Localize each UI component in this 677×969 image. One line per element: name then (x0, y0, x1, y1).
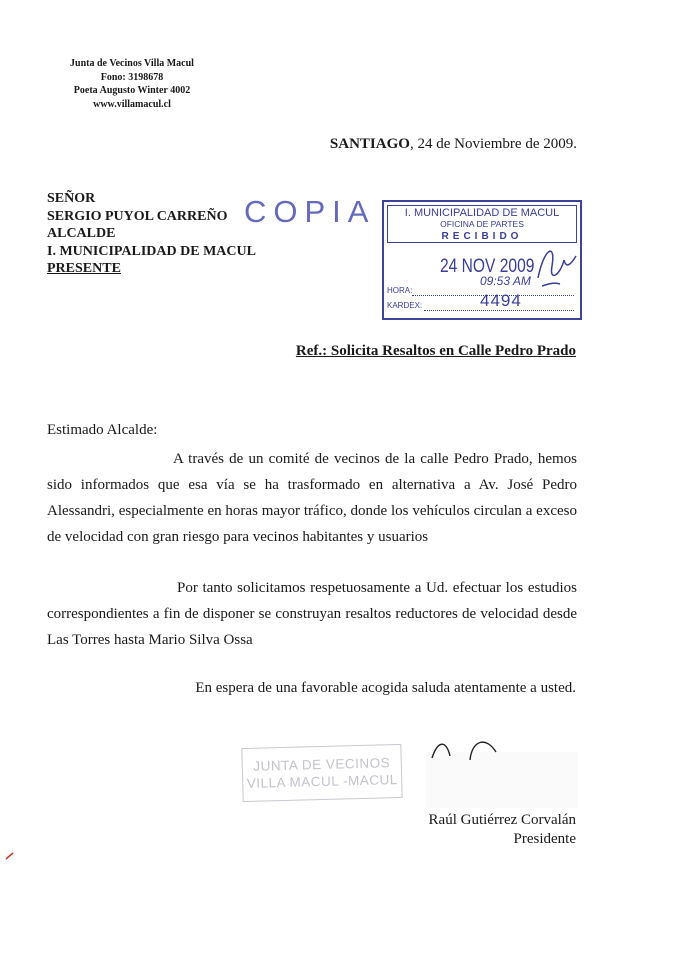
paragraph-2 (47, 575, 577, 653)
signer-name: Raúl Gutiérrez Corvalán (428, 812, 576, 828)
stamp-hora-label: HORA: (387, 286, 413, 295)
junta-stamp-line2: VILLA MACUL -MACUL (246, 772, 398, 791)
letterhead (52, 57, 212, 111)
recipient-title: SEÑOR (47, 191, 96, 206)
recipient-institution: I. MUNICIPALIDAD DE MACUL (47, 243, 256, 259)
letterhead-web: www.villamacul.cl (93, 98, 171, 110)
copia-stamp: COPIA (244, 194, 376, 229)
stamp-received: RECIBIDO (441, 231, 523, 242)
letterhead-org: Junta de Vecinos Villa Macul (70, 58, 194, 69)
date-rest: , 24 de Noviembre de 2009. (409, 136, 577, 152)
paragraph-1-text: A través de un comité de vecinos de la calle Pedro Prado, hemos sido informados que esa vía se ha trasformado en alternativa a Av. José Pedro Alessandri, especialmente en horas mayor tráfico, donde los vehículos circulan a exceso de velocidad con gran riesgo para vecinos habitantes y usuarios (47, 451, 577, 545)
recipient-block (47, 190, 256, 278)
signature-stroke (430, 734, 500, 762)
stamp-signature-scribble (534, 238, 578, 288)
letterhead-phone: Fono: 3198678 (100, 71, 164, 83)
closing-line: En espera de una favorable acogida saluda atentamente a usted. (195, 680, 576, 696)
recipient-role: ALCALDE (47, 226, 116, 241)
letter-date (330, 136, 577, 153)
junta-stamp-line1: JUNTA DE VECINOS (253, 755, 391, 774)
stamp-office: OFICINA DE PARTES (440, 219, 524, 229)
junta-stamp (241, 744, 402, 802)
signature-block (429, 811, 576, 849)
signer-title: Presidente (513, 831, 576, 847)
ink-mark (5, 852, 15, 860)
received-stamp (382, 200, 582, 320)
reference-line: Ref.: Solicita Resaltos en Calle Pedro Prado (295, 343, 576, 359)
paragraph-1 (47, 446, 577, 550)
greeting: Estimado Alcalde: (47, 422, 158, 438)
stamp-hora-value: 09:53 AM (480, 274, 531, 288)
paragraph-2-text: Por tanto solicitamos respetuosamente a Ud. efectuar los estudios correspondientes a fin de disponer se construyan resaltos reductores de velocidad desde Las Torres hasta Mario Silva Ossa (47, 580, 577, 648)
letterhead-address: Poeta Augusto Winter 4002 (73, 85, 191, 96)
recipient-presente: PRESENTE (47, 261, 121, 276)
date-city: SANTIAGO (329, 136, 410, 152)
stamp-institution: I. MUNICIPALIDAD DE MACUL (404, 207, 560, 219)
stamp-date: 24 NOV 2009 (440, 256, 535, 277)
stamp-kardex-value: 4494 (480, 291, 522, 310)
stamp-kardex-label: KARDEX: (387, 301, 423, 310)
recipient-name: SERGIO PUYOL CARREÑO (47, 208, 228, 224)
